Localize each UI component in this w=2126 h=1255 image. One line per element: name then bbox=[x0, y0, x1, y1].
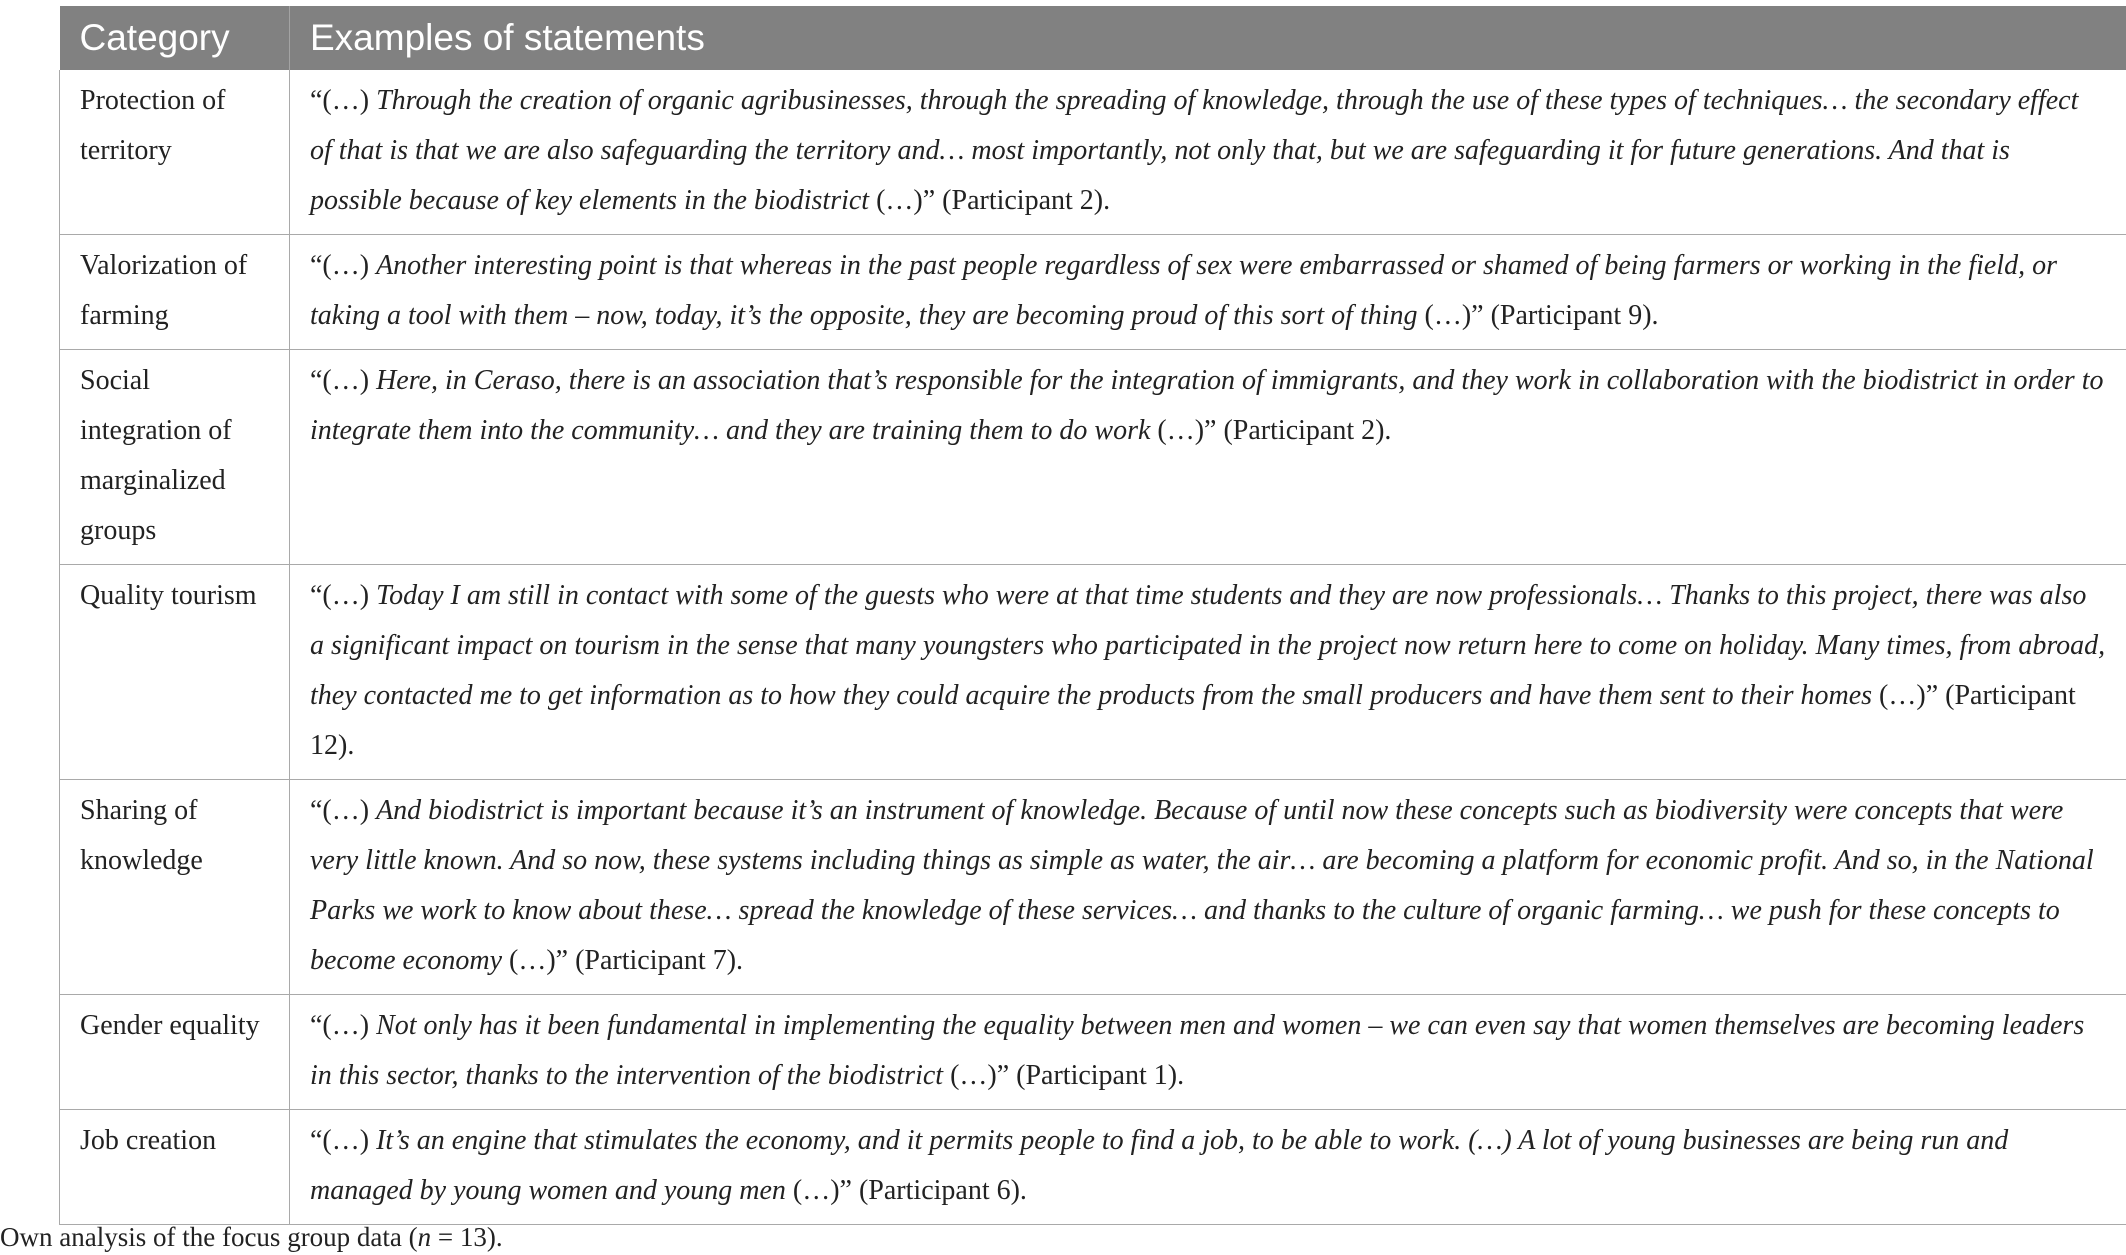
quote-open: “(…) bbox=[310, 365, 377, 396]
footnote-suffix: = 13). bbox=[431, 1222, 503, 1252]
header-statements: Examples of statements bbox=[290, 6, 2126, 70]
table-row bbox=[60, 350, 2126, 565]
quote-close: (…)” bbox=[943, 1060, 1010, 1091]
participant-source: (Participant 2). bbox=[935, 185, 1111, 216]
statement-cell bbox=[290, 565, 2126, 780]
category-cell: Social integration of marginalized groups bbox=[60, 350, 290, 565]
table-row bbox=[60, 70, 2126, 235]
statement-cell bbox=[290, 235, 2126, 350]
category-cell: Sharing of knowledge bbox=[60, 780, 290, 995]
statement-cell bbox=[290, 995, 2126, 1110]
quote-open: “(…) bbox=[310, 795, 377, 826]
table-row bbox=[60, 1110, 2126, 1225]
quote-close: (…)” bbox=[502, 945, 569, 976]
category-cell: Quality tourism bbox=[60, 565, 290, 780]
quote-text: Today I am still in contact with some of the guests who were at that time students and they are now professionals… Thanks to this project, there was also a significant impact on tourism in the sense that many youngsters who participated in the project now return here to come on holiday. Many times, from abroad, they contacted me to get information as to how they could acquire the products from the small producers and have them sent to their homes bbox=[310, 580, 2106, 711]
quote-text: And biodistrict is important because it’s an instrument of knowledge. Because of until now these concepts such as biodiversity were concepts that were very little known. And so now, these systems including things as simple as water, the air… are becoming a platform for economic profit. And so, in the National Parks we work to know about these… spread the knowledge of these services… and thanks to the culture of organic farming… we push for these concepts to become economy bbox=[310, 795, 2094, 976]
table-row bbox=[60, 995, 2126, 1110]
quote-close: (…)” bbox=[785, 1175, 852, 1206]
quote-close: (…)” bbox=[1150, 415, 1217, 446]
statement-cell bbox=[290, 780, 2126, 995]
header-row bbox=[60, 6, 2126, 70]
quote-text: Not only has it been fundamental in implementing the equality between men and women – we can even say that women themselves are becoming leaders in this sector, thanks to the intervention of the biodistrict bbox=[310, 1010, 2085, 1091]
category-cell: Gender equality bbox=[60, 995, 290, 1110]
participant-source: (Participant 9). bbox=[1483, 300, 1659, 331]
table-header bbox=[60, 6, 2126, 70]
header-category: Category bbox=[60, 6, 290, 70]
quote-open: “(…) bbox=[310, 250, 377, 281]
table-footnote bbox=[0, 1220, 503, 1254]
category-cell: Job creation bbox=[60, 1110, 290, 1225]
category-cell: Valorization of farming bbox=[60, 235, 290, 350]
footnote-n-symbol: n bbox=[417, 1222, 432, 1252]
quote-open: “(…) bbox=[310, 1125, 377, 1156]
quote-text: Through the creation of organic agribusinesses, through the spreading of knowledge, through the use of these types of techniques… the secondary effect of that is that we are also safeguarding the territory and… most importantly, not only that, but we are safeguarding it for future generations. And that is possible because of key elements in the biodistrict bbox=[310, 85, 2079, 216]
participant-source: (Participant 2). bbox=[1216, 415, 1392, 446]
table-row bbox=[60, 780, 2126, 995]
statements-table-container bbox=[59, 6, 2126, 1225]
table-row bbox=[60, 565, 2126, 780]
category-cell: Protection of territory bbox=[60, 70, 290, 235]
quote-close: (…)” bbox=[1872, 680, 1939, 711]
table-row bbox=[60, 235, 2126, 350]
participant-source: (Participant 6). bbox=[851, 1175, 1027, 1206]
statements-table bbox=[59, 6, 2126, 1225]
quote-open: “(…) bbox=[310, 1010, 377, 1041]
quote-text: Here, in Ceraso, there is an association that’s responsible for the integration of immigrants, and they work in collaboration with the biodistrict in order to integrate them into the community… and they are training them to do work bbox=[310, 365, 2104, 446]
statement-cell bbox=[290, 1110, 2126, 1225]
statement-cell bbox=[290, 70, 2126, 235]
participant-source: (Participant 7). bbox=[568, 945, 744, 976]
table-body bbox=[60, 70, 2126, 1225]
quote-open: “(…) bbox=[310, 580, 377, 611]
participant-source: (Participant 1). bbox=[1009, 1060, 1185, 1091]
participant-source: (Participant 12). bbox=[310, 680, 2076, 761]
quote-open: “(…) bbox=[310, 85, 377, 116]
quote-close: (…)” bbox=[1417, 300, 1484, 331]
quote-text: Another interesting point is that whereas in the past people regardless of sex were embarrassed or shamed of being farmers or working in the field, or taking a tool with them – now, today, it’s the opposite, they are becoming proud of this sort of thing bbox=[310, 250, 2057, 331]
footnote-prefix: Own analysis of the focus group data ( bbox=[0, 1222, 418, 1252]
quote-close: (…)” bbox=[869, 185, 936, 216]
statement-cell bbox=[290, 350, 2126, 565]
quote-text: It’s an engine that stimulates the economy, and it permits people to find a job, to be able to work. (…) A lot of young businesses are being run and managed by young women and young men bbox=[310, 1125, 2009, 1206]
